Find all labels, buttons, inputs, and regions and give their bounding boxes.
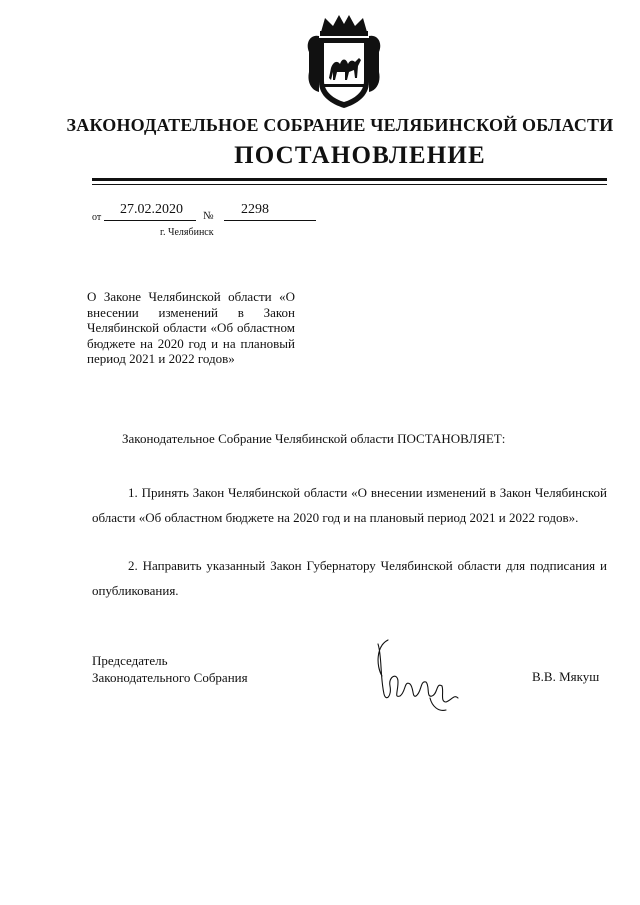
document-date: 27.02.2020 <box>120 202 183 217</box>
document-subject: О Законе Челябинской области «О внесении изменений в Закон Челябинской области «Об областном бюджете на 2020 год и на плановый период 2021 и 2022 годов» <box>87 289 295 366</box>
city-label: г. Челябинск <box>160 227 214 238</box>
document-number: 2298 <box>241 202 269 217</box>
header-rule-thin <box>92 184 607 185</box>
coat-of-arms-icon <box>303 12 385 110</box>
signatory-title-line-1: Председатель <box>92 653 168 668</box>
signatory-title-line-2: Законодательного Собрания <box>92 670 248 685</box>
date-underline <box>104 220 196 221</box>
signatory-name: В.В. Мякуш <box>532 669 600 684</box>
resolution-paragraph-1: 1. Принять Закон Челябинской области «О внесении изменений в Закон Челябинской области «Об областном бюджете на 2020 год и на плановый период 2021 и 2022 годов». <box>92 485 607 525</box>
signatory-title <box>92 652 248 686</box>
resolution-paragraph-2: 2. Направить указанный Закон Губернатору Челябинской области для подписания и опубликования. <box>92 558 607 598</box>
resolution-intro: Законодательное Собрание Челябинской области ПОСТАНОВЛЯЕТ: <box>122 431 506 446</box>
number-underline <box>224 220 316 221</box>
handwritten-signature <box>368 636 468 716</box>
date-label: от <box>92 212 102 223</box>
header-rule-thick <box>92 178 607 181</box>
organization-title: ЗАКОНОДАТЕЛЬНОЕ СОБРАНИЕ ЧЕЛЯБИНСКОЙ ОБЛАСТИ <box>66 115 614 135</box>
number-label: № <box>203 210 214 222</box>
document-type-heading: ПОСТАНОВЛЕНИЕ <box>234 142 486 169</box>
